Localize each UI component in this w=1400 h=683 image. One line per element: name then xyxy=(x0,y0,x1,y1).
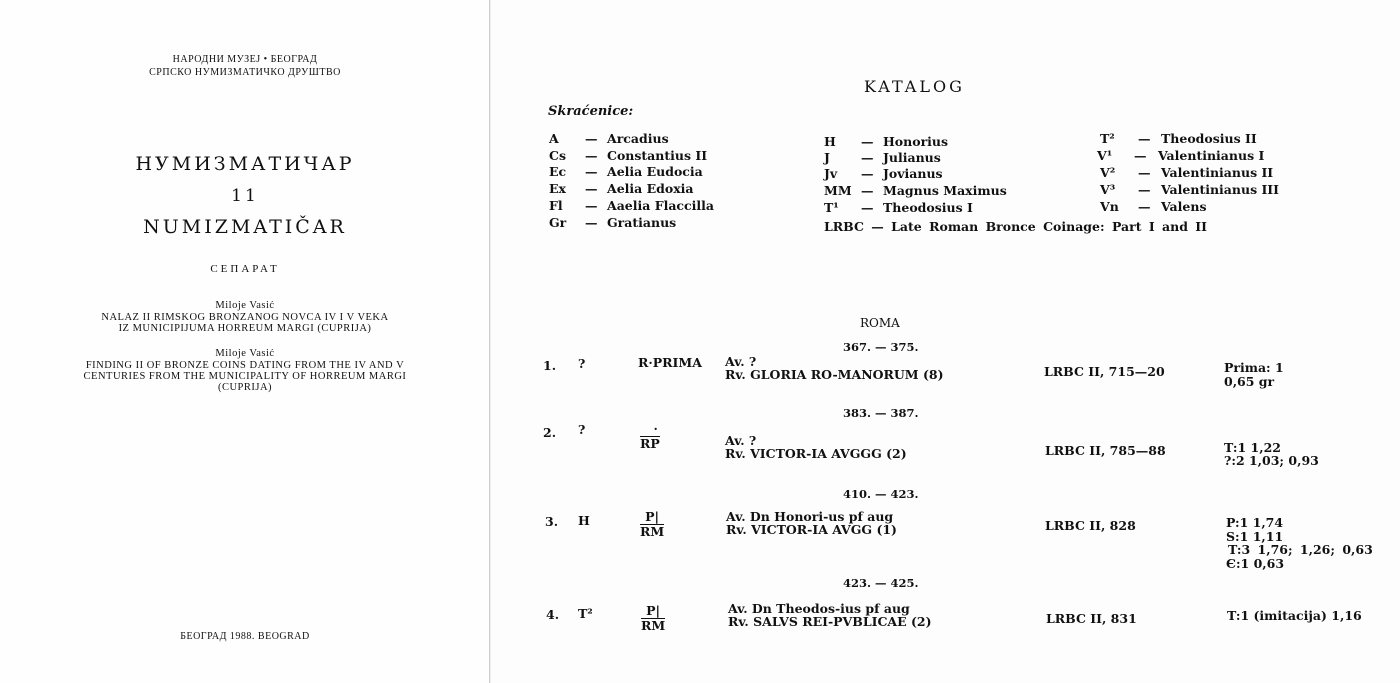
abbr-dash: — xyxy=(861,183,874,198)
entry-ruler: ? xyxy=(578,422,586,437)
entry-ruler: ? xyxy=(578,356,586,371)
article-title-english-line-2: CENTURIES FROM THE MUNICIPALITY OF HORREUM MARGI xyxy=(83,371,407,382)
entry-note: T:1 1,22 xyxy=(1224,440,1281,455)
abbr-name: Aelia Eudocia xyxy=(607,164,703,179)
abbr-code: A xyxy=(549,131,559,146)
entry-reference: LRBC II, 785—88 xyxy=(1045,443,1166,458)
entry-reverse: Rv. VICTOR-IA AVGG (1) xyxy=(726,522,897,537)
abbr-dash: — xyxy=(1138,199,1151,214)
abbr-name: Arcadius xyxy=(607,131,669,146)
entry-note: T:3 1,76; 1,26; 0,63 xyxy=(1228,542,1373,557)
abbr-name: Jovianus xyxy=(883,166,943,181)
entry-mintmark: R·PRIMA xyxy=(638,355,702,370)
author-name-english: Miloje Vasić xyxy=(215,348,275,359)
abbr-name: Julianus xyxy=(883,150,941,165)
entry-note: Є:1 0,63 xyxy=(1226,556,1285,571)
entry-reverse: Rv. VICTOR-IA AVGGG (2) xyxy=(725,446,907,461)
abbr-dash: — xyxy=(585,148,598,163)
abbr-dash: — xyxy=(861,200,874,215)
entry-obverse: Av. Dn Theodos-ius pf aug xyxy=(728,601,910,616)
right-page-catalog xyxy=(491,0,1400,683)
entry-obverse: Av. ? xyxy=(725,433,757,448)
article-title-english-line-1: FINDING II OF BRONZE COINS DATING FROM THE IV AND V xyxy=(85,360,405,371)
entry-note: P:1 1,74 xyxy=(1226,515,1284,530)
abbr-dash: — xyxy=(585,215,598,230)
entry-note: ?:2 1,03; 0,93 xyxy=(1224,453,1319,468)
offprint-label: СЕПАРАТ xyxy=(210,263,280,275)
abbr-name: Aelia Edoxia xyxy=(607,181,694,196)
abbr-name: Valens xyxy=(1161,199,1207,214)
mint-heading: ROMA xyxy=(860,316,900,330)
abbr-code: T² xyxy=(1100,131,1115,146)
abbr-dash: — xyxy=(861,134,874,149)
mintmark-exergue: RP xyxy=(640,436,660,451)
abbr-code: Ex xyxy=(549,181,566,196)
abbr-dash: — xyxy=(585,164,598,179)
abbr-code: V¹ xyxy=(1097,148,1113,163)
entry-note: T:1 (imitacija) 1,16 xyxy=(1227,608,1362,623)
abbr-dash: — xyxy=(1134,148,1147,163)
abbr-code: T¹ xyxy=(824,200,839,215)
entry-reference: LRBC II, 831 xyxy=(1046,611,1137,626)
abbr-name: Constantius II xyxy=(607,148,708,163)
entry-number: 1. xyxy=(543,358,557,373)
entry-ruler: T² xyxy=(578,606,593,621)
entry-reverse: Rv. GLORIA RO-MANORUM (8) xyxy=(725,367,944,382)
entry-mintmark xyxy=(640,510,664,539)
period-heading: 367. — 375. xyxy=(843,340,919,354)
article-title-serbian-line-2: IZ MUNICIPIJUMA HORREUM MARGI (CUPRIJA) xyxy=(118,323,372,334)
entry-note: S:1 1,11 xyxy=(1226,529,1284,544)
abbr-name: Valentinianus I xyxy=(1158,148,1265,163)
mintmark-exergue: RM xyxy=(641,618,666,633)
period-heading: 383. — 387. xyxy=(843,406,919,420)
entry-note: 0,65 gr xyxy=(1224,374,1275,389)
journal-title-latin: NUMIZMATIČAR xyxy=(143,216,347,238)
entry-note: Prima: 1 xyxy=(1224,360,1284,375)
abbr-name: Valentinianus II xyxy=(1161,165,1274,180)
abbr-code: Ec xyxy=(549,164,567,179)
journal-issue-number: 11 xyxy=(231,186,259,206)
article-title-english-line-3: (CUPRIJA) xyxy=(217,382,273,393)
mintmark-field: · xyxy=(640,422,660,437)
entry-number: 4. xyxy=(546,607,560,622)
abbr-name: Theodosius II xyxy=(1161,131,1257,146)
entry-number: 2. xyxy=(543,425,557,440)
abbreviations-heading: Skraćenice: xyxy=(548,104,634,119)
period-heading: 410. — 423. xyxy=(843,487,919,501)
abbr-code: V³ xyxy=(1100,182,1116,197)
abbr-dash: — xyxy=(585,131,598,146)
abbr-dash: — xyxy=(585,198,598,213)
abbr-dash: — xyxy=(861,150,874,165)
entry-number: 3. xyxy=(545,514,559,529)
catalog-heading: KATALOG xyxy=(864,77,965,96)
abbr-code: Gr xyxy=(549,215,567,230)
abbr-code: Fl xyxy=(549,198,563,213)
abbr-dash: — xyxy=(1138,165,1151,180)
abbr-code: J xyxy=(824,150,830,165)
period-heading: 423. — 425. xyxy=(843,576,919,590)
entry-mintmark xyxy=(641,604,665,633)
entry-reference: LRBC II, 715—20 xyxy=(1044,364,1165,379)
entry-obverse: Av. ? xyxy=(725,354,757,369)
entry-obverse: Av. Dn Honori-us pf aug xyxy=(726,509,894,524)
publisher-line-1: НАРОДНИ МУЗЕЈ • БЕОГРАД xyxy=(172,54,318,65)
abbr-code: Jv xyxy=(824,166,838,181)
mintmark-field: P| xyxy=(641,604,665,619)
abbr-dash: — xyxy=(1138,182,1151,197)
entry-ruler: H xyxy=(578,513,590,528)
abbr-dash: — xyxy=(861,166,874,181)
journal-title-cyrillic: НУМИЗМАТИЧАР xyxy=(135,153,355,175)
abbr-name: Valentinianus III xyxy=(1161,182,1280,197)
lrbc-abbreviation-line: LRBC — Late Roman Bronce Coinage: Part I and II xyxy=(824,219,1208,234)
mintmark-field: P| xyxy=(640,510,664,525)
abbr-code: Cs xyxy=(549,148,566,163)
abbr-name: Aaelia Flaccilla xyxy=(607,198,714,213)
left-page-offprint-cover xyxy=(0,0,490,683)
mintmark-exergue: RM xyxy=(640,524,665,539)
author-name-serbian: Miloje Vasić xyxy=(215,300,275,311)
entry-reverse: Rv. SALVS REI-PVBLICAE (2) xyxy=(728,614,932,629)
abbr-name: Honorius xyxy=(883,134,949,149)
abbr-dash: — xyxy=(585,181,598,196)
abbr-name: Theodosius I xyxy=(883,200,973,215)
abbr-name: Magnus Maximus xyxy=(883,183,1007,198)
abbr-code: Vn xyxy=(1100,199,1119,214)
entry-mintmark xyxy=(640,422,660,451)
article-title-serbian-line-1: NALAZ II RIMSKOG BRONZANOG NOVCA IV I V VEKA xyxy=(101,312,389,323)
publisher-line-2: СРПСКО НУМИЗМАТИЧКО ДРУШТВО xyxy=(149,67,341,78)
abbr-code: V² xyxy=(1100,165,1116,180)
abbr-code: MM xyxy=(824,183,852,198)
abbr-code: H xyxy=(824,134,836,149)
imprint-footer: БЕОГРАД 1988. BEOGRAD xyxy=(180,631,310,642)
abbr-dash: — xyxy=(1138,131,1151,146)
entry-reference: LRBC II, 828 xyxy=(1045,518,1136,533)
abbr-name: Gratianus xyxy=(607,215,677,230)
